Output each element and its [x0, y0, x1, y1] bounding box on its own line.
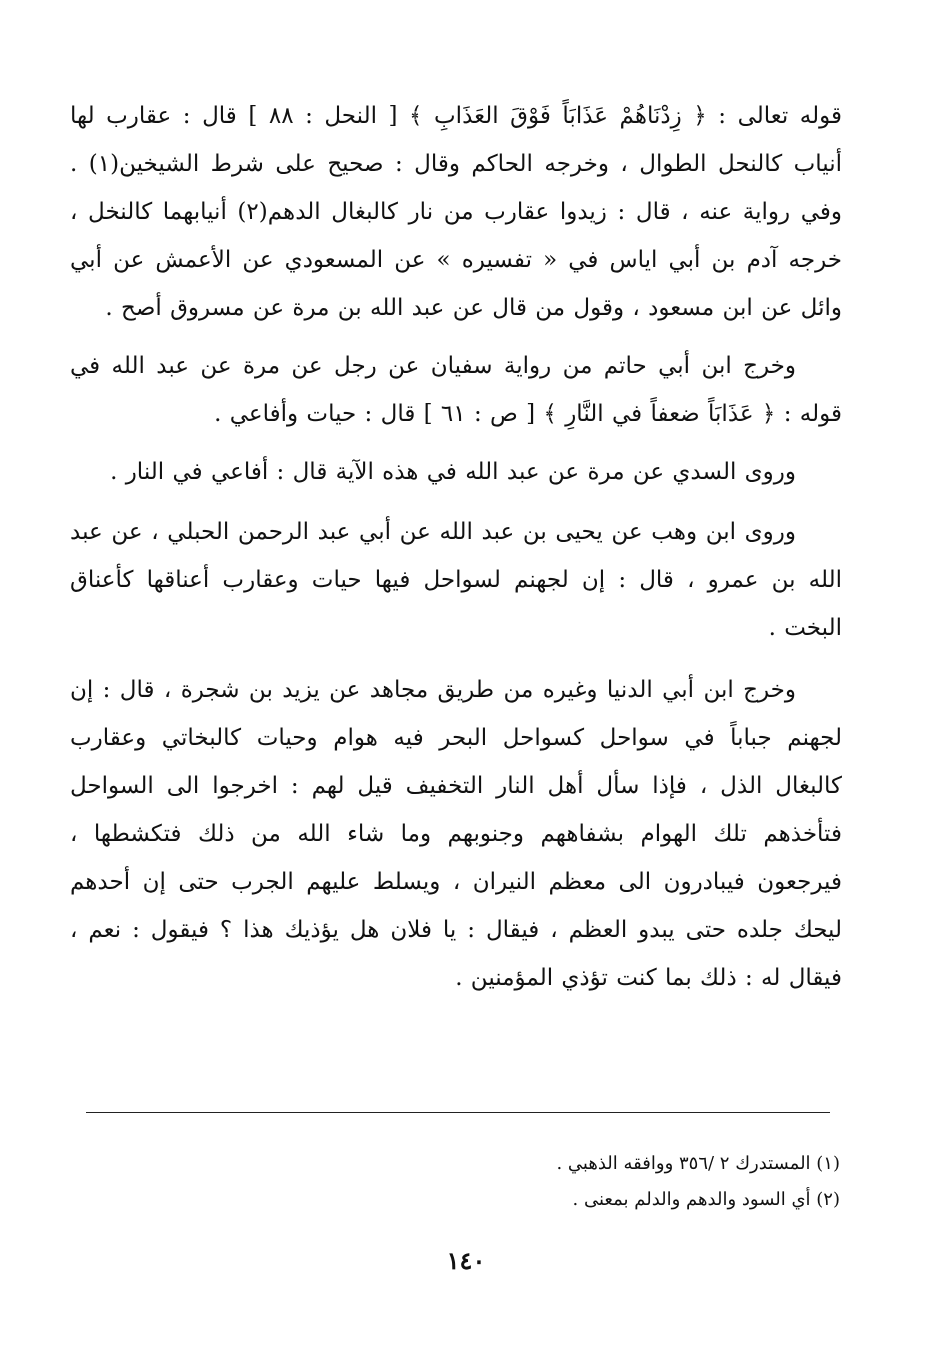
footnote-2: (٢) أي السود والدهم والدلم بمعنى . [572, 1189, 840, 1210]
page-number: ١٤٠ [446, 1246, 486, 1275]
paragraph-1: قوله تعالى : ﴿ زِدْنَاهُمْ عَذَابَاً فَوْقَ العَذَابِ ﴾ [ النحل : ٨٨ ] قال : عقارب لها أنياب كالنحل الطوال ، وخرجه الحاكم وقال : صحيح على شرط الشيخين(١) . وفي رواية عنه ، قال : زيدوا عقارب من نار كالبغال الدهم(٢) أنيابهما كالنخل ، خرجه آدم بن أبي اياس في « تفسيره » عن المسعودي عن الأعمش عن أبي وائل عن ابن مسعود ، وقول من قال عن عبد الله بن مرة عن مسروق أصح . [70, 103, 842, 321]
paragraph-3: وروى السدي عن مرة عن عبد الله في هذه الآية قال : أفاعي في النار . [110, 459, 796, 485]
paragraph-4: وروى ابن وهب عن يحيى بن عبد الله عن أبي عبد الرحمن الحبلي ، عن عبد الله بن عمرو ، قال : إن لجهنم لسواحل فيها حيات وعقارب أعناقها كأعناق البخت . [70, 519, 842, 641]
footnote-divider [86, 1112, 830, 1113]
main-text [70, 92, 842, 1002]
footnotes [86, 1146, 840, 1218]
paragraph-5: وخرج ابن أبي الدنيا وغيره من طريق مجاهد عن يزيد بن شجرة ، قال : إن لجهنم جباباً في سواحل كسواحل البحر فيه هوام وحيات كالبخاتي وعقارب كالبغال الذل ، فإذا سأل أهل النار التخفيف قيل لهم : اخرجوا الى السواحل فتأخذهم تلك الهوام بشفاههم وجنوبهم وما شاء الله من ذلك فتكشطها ، فيرجعون فيبادرون الى معظم النيران ، ويسلط عليهم الجرب حتى إن أحدهم ليحك جلده حتى يبدو العظم ، فيقال : يا فلان هل يؤذيك هذا ؟ فيقول : نعم ، فيقال له : ذلك بما كنت تؤذي المؤمنين . [70, 677, 842, 991]
footnote-1: (١) المستدرك ٢ /٣٥٦ ووافقه الذهبي . [556, 1153, 840, 1174]
paragraph-2: وخرج ابن أبي حاتم من رواية سفيان عن رجل عن مرة عن عبد الله في قوله : ﴿ عَذَابَاً ضعفاً في النَّارِ ﴾ [ ص : ٦١ ] قال : حيات وأفاعي . [70, 353, 842, 427]
